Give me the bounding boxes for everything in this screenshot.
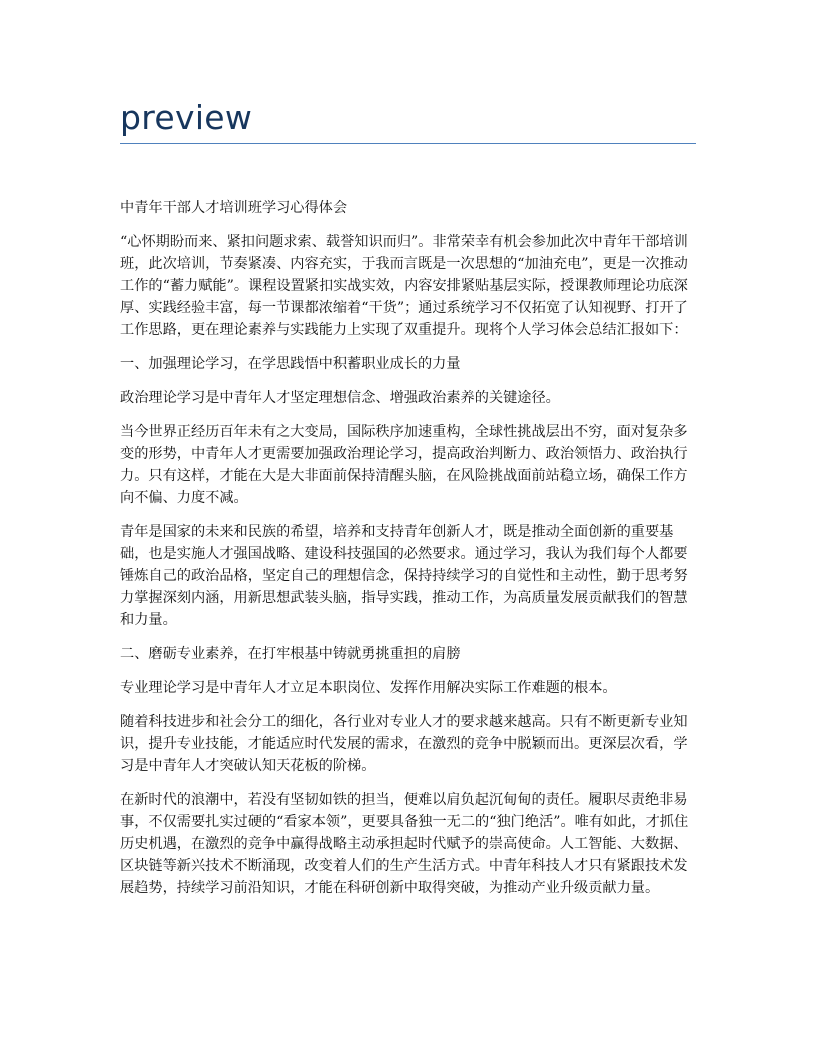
paragraph: 随着科技进步和社会分工的细化，各行业对专业人才的要求越来越高。只有不断更新专业知识，提升专业技能，才能适应时代发展的需求，在激烈的竞争中脱颖而出。更深层次看，学习是中青年人才突破认知天花板的阶梯。 — [120, 714, 688, 774]
paragraph: 在新时代的浪潮中，若没有坚韧如铁的担当，便难以肩负起沉甸甸的责任。履职尽责绝非易事，不仅需要扎实过硬的“看家本领”，更要具备独一无二的“独门绝活”。唯有如此，才抓住历史机遇，在激烈的竞争中赢得战略主动承担起时代赋予的崇高使命。人工智能、大数据、区块链等新兴技术不断涌现，改变着人们的生产生活方式。中青年科技人才只有紧跟技术发展趋势，持续学习前沿知识，才能在科研创新中取得突破，为推动产业升级贡献力量。 — [120, 792, 689, 896]
paragraph: 政治理论学习是中青年人才坚定理想信念、增强政治素养的关键途径。 — [120, 390, 560, 406]
paragraph: 专业理论学习是中青年人才立足本职岗位、发挥作用解决实际工作难题的根本。 — [120, 680, 617, 696]
document-body — [120, 197, 696, 911]
section-heading-2: 二、磨砺专业素养，在打牢根基中铸就勇挑重担的肩膀 — [120, 646, 461, 662]
paragraph: 青年是国家的未来和民族的希望，培养和支持青年创新人才，既是推动全面创新的重要基础，也是实施人才强国战略、建设科技强国的必然要求。通过学习，我认为我们每个人都要锤炼自己的政治品格，坚定自己的理想信念，保持持续学习的自觉性和主动性，勤于思考努力掌握深刻内涵，用新思想武装头脑，指导实践，推动工作，为高质量发展贡献我们的智慧和力量。 — [120, 524, 688, 628]
intro-paragraph: “心怀期盼而来、紧扣问题求索、载誉知识而归”。非常荣幸有机会参加此次中青年干部培训班，此次培训，节奏紧凑、内容充实，于我而言既是一次思想的“加油充电”，更是一次推动工作的“蓄力赋能”。课程设置紧扣实战实效，内容安排紧贴基层实际，授课教师理论功底深厚、实践经验丰富，每一节课都浓缩着“干货”；通过系统学习不仅拓宽了认知视野、打开了工作思路，更在理论素养与实践能力上实现了双重提升。现将个人学习体会总结汇报如下： — [120, 234, 688, 338]
section-heading-1: 一、加强理论学习，在学思践悟中积蓄职业成长的力量 — [120, 356, 461, 372]
document-heading: 中青年干部人才培训班学习心得体会 — [120, 200, 348, 216]
title-divider — [120, 143, 696, 144]
page-title: preview — [120, 98, 253, 137]
paragraph: 当今世界正经历百年未有之大变局，国际秩序加速重构，全球性挑战层出不穷，面对复杂多变的形势，中青年人才更需要加强政治理论学习，提高政治判断力、政治领悟力、政治执行力。只有这样，才能在大是大非面前保持清醒头脑，在风险挑战面前站稳立场，确保工作方向不偏、力度不减。 — [120, 424, 688, 506]
